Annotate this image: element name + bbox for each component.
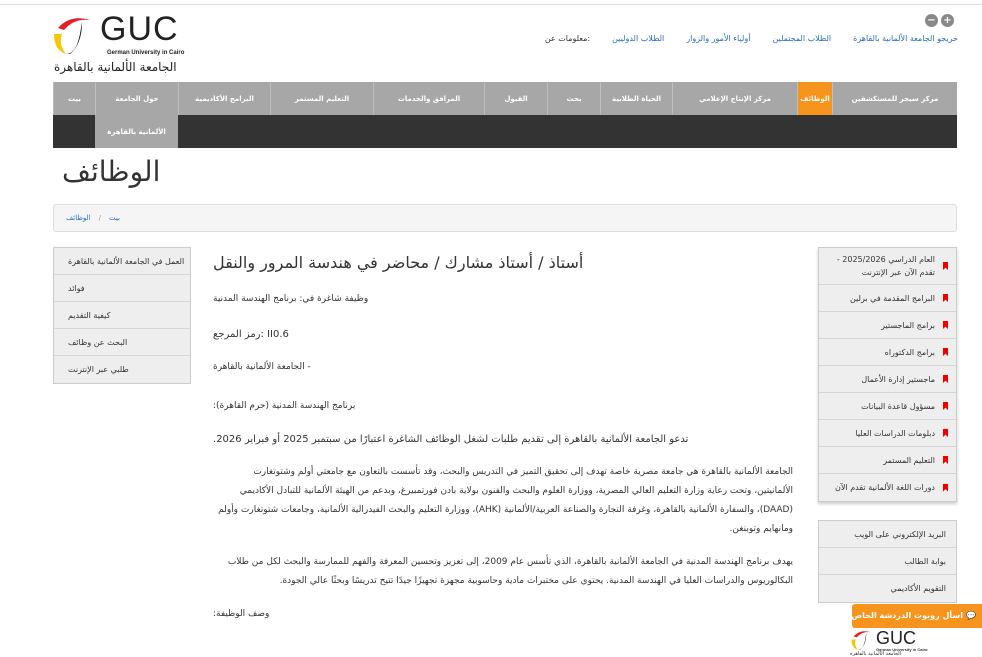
invitation-text: تدعو الجامعة الألمانية بالقاهرة إلى تقديم طلبات لشغل الوظائف الشاغرة اعتبارًا من سبتمبر 2025 أو فبراير 2026. bbox=[213, 434, 689, 445]
bookmark-icon bbox=[943, 375, 948, 383]
logo-arabic: الجامعة الألمانية بالقاهرة bbox=[54, 60, 177, 74]
left-menu-item[interactable]: كيفية التقديم bbox=[54, 302, 190, 329]
guc-logo-mark-icon bbox=[850, 629, 872, 651]
right-menu-label: التعليم المستمر bbox=[883, 455, 935, 465]
footer-logo-arabic: الجامعة الألمانية بالقاهرة bbox=[850, 651, 902, 657]
nav-student-life[interactable]: الحياة الطلابية bbox=[600, 82, 672, 115]
bookmark-icon bbox=[943, 294, 948, 302]
right-menu-item[interactable] bbox=[819, 474, 956, 501]
quick-link-student-portal[interactable]: بوابة الطالب bbox=[819, 548, 956, 575]
right-menu-label: البرامج المقدمة في برلين bbox=[850, 293, 935, 303]
chat-bubble-icon: 💬 bbox=[966, 611, 976, 620]
reference-code: II0.6 :رمز المرجع bbox=[213, 329, 289, 340]
bookmark-icon bbox=[943, 348, 948, 356]
nav-home[interactable]: بيت bbox=[53, 82, 95, 115]
right-menu-item[interactable] bbox=[819, 312, 956, 339]
quick-link-webmail[interactable]: البريد الإلكتروني على الويب bbox=[819, 521, 956, 548]
right-menu-label: برامج الماجستير bbox=[881, 320, 935, 330]
breadcrumb-home[interactable]: بيت bbox=[108, 214, 120, 222]
nav-seeger-center[interactable]: مركز سيجر للمستكشفين bbox=[832, 82, 957, 115]
quick-link-calendar[interactable]: التقويم الأكاديمي bbox=[890, 584, 946, 593]
zoom-out-icon[interactable]: − bbox=[925, 14, 938, 27]
footer-logo bbox=[848, 629, 958, 657]
right-menu-item[interactable] bbox=[819, 447, 956, 474]
chatbot-label: اسأل روبوت الدردشة الخاص بنا bbox=[839, 611, 964, 620]
top-link-alumni[interactable]: خريجو الجامعة الألمانية بالقاهرة bbox=[853, 34, 958, 43]
top-links-label: :معلومات عن bbox=[544, 34, 591, 43]
guc-logo-mark-icon bbox=[52, 14, 92, 56]
program-heading: برنامج الهندسة المدنية (حرم القاهرة): bbox=[213, 401, 356, 411]
organization: - الجامعة الألمانية بالقاهرة bbox=[213, 362, 311, 372]
breadcrumb bbox=[53, 204, 957, 232]
logo-english: German University in Cairo bbox=[107, 50, 185, 56]
left-menu-item[interactable]: البحث عن وظائف bbox=[54, 329, 190, 356]
nav-admission[interactable]: القبول bbox=[484, 82, 547, 115]
job-description-heading: وصف الوظيفة: bbox=[213, 609, 270, 619]
footer-logo-name: GUC bbox=[876, 629, 916, 648]
vacancy-text: وظيفة شاغرة في: برنامج الهندسة المدنية bbox=[213, 294, 369, 304]
bookmark-icon bbox=[943, 429, 948, 437]
bookmark-icon bbox=[943, 484, 948, 492]
page-title: الوظائف bbox=[62, 155, 161, 188]
quick-links bbox=[818, 520, 957, 603]
nav-jobs[interactable]: الوظائف bbox=[797, 82, 832, 115]
right-menu bbox=[818, 247, 957, 502]
bookmark-icon bbox=[943, 402, 948, 410]
nav-about-continued[interactable]: الألمانية بالقاهرة bbox=[95, 115, 178, 148]
guc-logo[interactable] bbox=[52, 12, 192, 76]
nav-second-row bbox=[53, 115, 957, 148]
breadcrumb-jobs[interactable]: الوظائف bbox=[66, 214, 91, 222]
right-menu-item[interactable] bbox=[819, 366, 956, 393]
nav-continuing-education[interactable]: التعليم المستمر bbox=[270, 82, 373, 115]
zoom-in-icon[interactable]: + bbox=[941, 14, 954, 27]
top-link-international[interactable]: الطلاب الدوليين bbox=[612, 34, 665, 43]
chatbot-button[interactable] bbox=[839, 604, 982, 628]
nav-media-center[interactable]: مركز الإنتاج الإعلامي bbox=[672, 82, 797, 115]
program-description: يهدف برنامج الهندسة المدنية في الجامعة الألمانية بالقاهرة، الذي تأسس عام 2009، إلى تعزيز وتحسين المعرفة والفهم للممارسة والبحث لكل من طلاب البكالوريوس والدراسات العليا في الهندسة المدنية. يحتوي على مختبرات مادية وحاسوبية مجهزة تجهيزًا جيدًا تتيح تدريسًا وبحثًا عالي الجودة. bbox=[227, 557, 793, 586]
footer-logo-english: German University in Cairo bbox=[876, 647, 928, 652]
bookmark-icon bbox=[943, 262, 948, 270]
right-menu-label: دورات اللغة الألمانية تقدم الآن bbox=[835, 483, 935, 492]
right-menu-label: ماجستير إدارة الأعمال bbox=[861, 374, 935, 384]
nav-about[interactable]: حول الجامعة bbox=[95, 82, 178, 115]
nav-academic-programs[interactable]: البرامج الأكاديمية bbox=[178, 82, 270, 115]
left-menu-item[interactable]: فوائد bbox=[54, 275, 190, 302]
bookmark-icon bbox=[943, 456, 948, 464]
job-title: أستاذ / أستاذ مشارك / محاضر في هندسة المرور والنقل bbox=[213, 253, 584, 272]
right-menu-label: العام الدراسي 2025/2026 - تقدم الآن عبر الإنترنت bbox=[836, 255, 935, 277]
right-menu-label: برامج الدكتوراه bbox=[884, 347, 935, 357]
left-menu-item[interactable]: العمل في الجامعة الألمانية بالقاهرة bbox=[54, 248, 190, 275]
right-menu-item[interactable] bbox=[819, 420, 956, 447]
nav-research[interactable]: بحث bbox=[547, 82, 600, 115]
logo-name: GUC bbox=[100, 10, 179, 48]
right-menu-item[interactable] bbox=[819, 248, 956, 285]
top-link-prospective[interactable]: الطلاب المحتملين bbox=[772, 34, 832, 43]
about-text: الجامعة الألمانية بالقاهرة هي جامعة مصرية خاصة تهدف إلى تحقيق التميز في التدريس والبحث، وقد تأسست بالتعاون مع جامعتي أولم وشتوتغارت الألمانيتين، وتحت رعاية وزارة التعليم العالي المصرية، ووزارة العلوم والبحث والفنون بولاية بادن فورتمبيرغ، وبدعم من الهيئة الألمانية للتبادل الأكاديمي (DAAD)، والسفارة الألمانية بالقاهرة، وغرفة التجارة والصناعة العربية/الألمانية (AHK)، ووزارة التعليم والبحث الفيدرالية الألمانية، وجامعات شتوتغارت وأولم ومانهايم وتوبنغن. bbox=[218, 467, 793, 534]
job-content bbox=[213, 252, 793, 638]
bookmark-icon bbox=[943, 321, 948, 329]
zoom-controls bbox=[925, 14, 954, 27]
top-links bbox=[545, 34, 958, 43]
left-menu-item[interactable]: طلبي عبر الإنترنت bbox=[68, 365, 129, 374]
right-menu-label: مسؤول قاعدة البيانات bbox=[861, 401, 935, 411]
left-menu bbox=[53, 247, 191, 384]
top-border bbox=[0, 4, 982, 5]
right-menu-item[interactable] bbox=[819, 393, 956, 420]
right-menu-item[interactable] bbox=[819, 339, 956, 366]
main-nav bbox=[53, 82, 957, 115]
top-link-parents[interactable]: أولياء الأمور والزوار bbox=[686, 34, 751, 43]
right-menu-label: دبلومات الدراسات العليا bbox=[855, 428, 935, 438]
right-menu-item[interactable] bbox=[819, 285, 956, 312]
nav-facilities[interactable]: المرافق والخدمات bbox=[373, 82, 484, 115]
breadcrumb-separator: / bbox=[98, 214, 101, 222]
